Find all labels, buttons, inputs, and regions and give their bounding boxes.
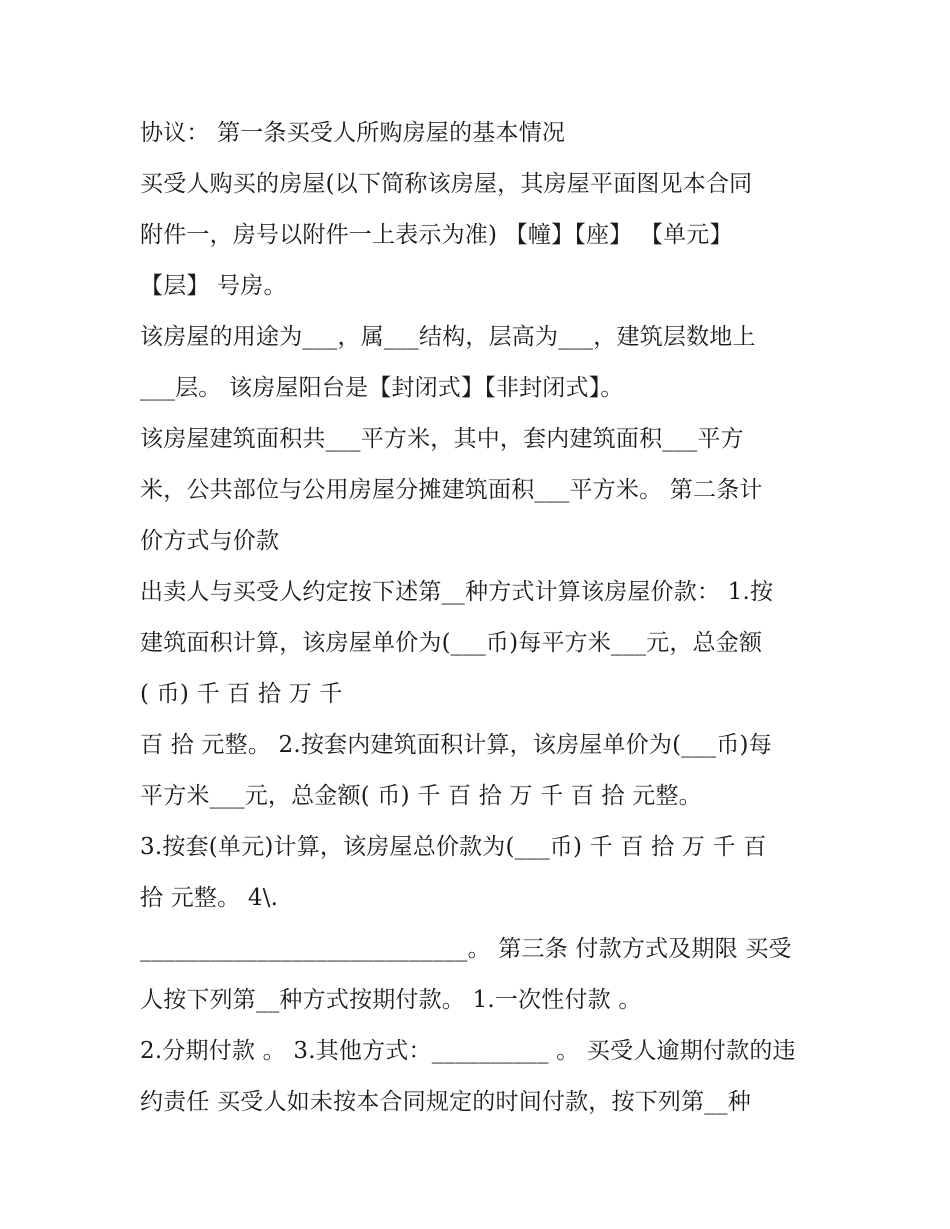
text-line: 【层】 号房。 [140, 273, 287, 299]
text-line: 拾 元整。 4\. [140, 885, 279, 911]
text-line: 百 拾 元整。 2.按套内建筑面积计算，该房屋单价为(___币)每 [140, 732, 772, 758]
text-line: 买受人购买的房屋(以下简称该房屋，其房屋平面图见本合同 [140, 171, 753, 197]
text-line: 附件一，房号以附件一上表示为准) 【幢】【座】 【单元】 [140, 222, 733, 248]
text-line: 该房屋的用途为___，属___结构，层高为___，建筑层数地上 [140, 324, 756, 350]
text-line: 出卖人与买受人约定按下述第__种方式计算该房屋价款： 1.按 [140, 579, 774, 605]
text-line: ____________________________。 第三条 付款方式及期限 买受 [140, 936, 792, 962]
text-line: 平方米___元，总金额( 币) 千 百 拾 万 千 百 拾 元整。 [140, 783, 702, 809]
text-line: ( 币) 千 百 拾 万 千 [140, 681, 343, 707]
document-body [140, 108, 820, 1128]
text-line: 该房屋建筑面积共___平方米，其中，套内建筑面积___平方 [140, 426, 744, 452]
text-line: ___层。 该房屋阳台是【封闭式】【非封闭式】。 [140, 375, 624, 401]
text-line: 3.按套(单元)计算，该房屋总价款为(___币) 千 百 拾 万 千 百 [140, 834, 767, 860]
text-line: 人按下列第__种方式按期付款。 1.一次性付款 。 [140, 987, 642, 1013]
text-line: 米，公共部位与公用房屋分摊建筑面积___平方米。 第二条计 [140, 477, 763, 503]
text-line: 价方式与价款 [140, 528, 280, 554]
text-line: 约责任 买受人如未按本合同规定的时间付款，按下列第__种 [140, 1089, 751, 1115]
text-line: 2.分期付款 。 3.其他方式：__________ 。 买受人逾期付款的违 [140, 1038, 796, 1064]
text-line: 协议： 第一条买受人所购房屋的基本情况 [140, 120, 566, 146]
text-line: 建筑面积计算，该房屋单价为(___币)每平方米___元，总金额 [140, 630, 763, 656]
